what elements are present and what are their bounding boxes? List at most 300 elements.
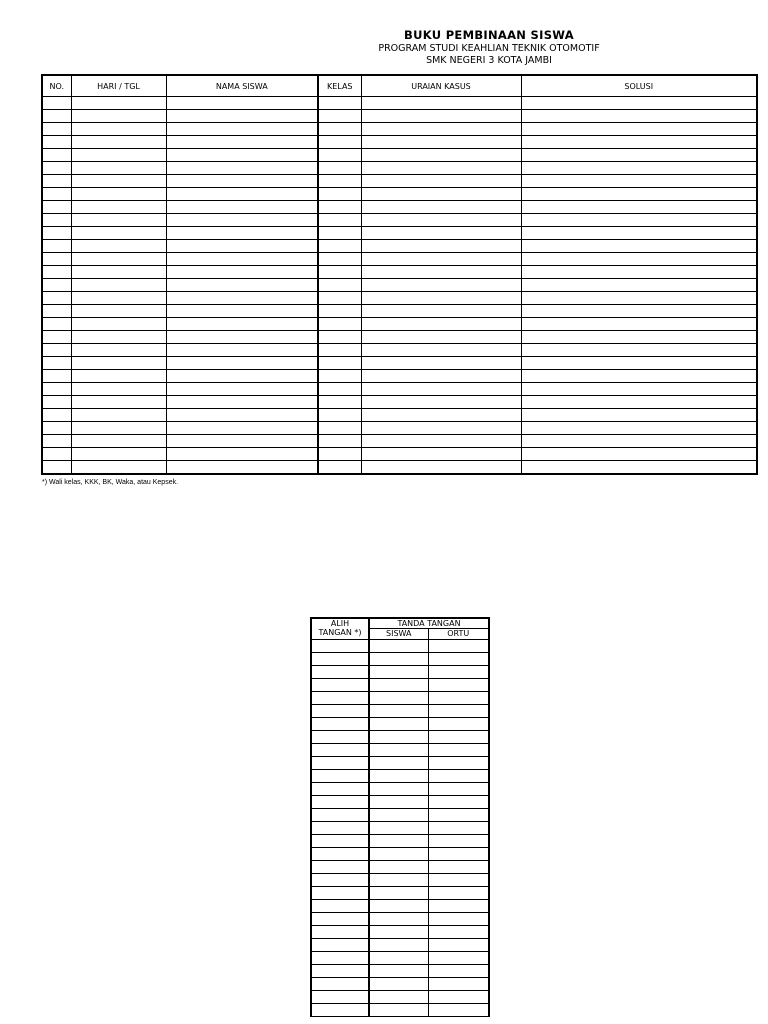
table-cell (311, 731, 369, 744)
table-cell (311, 692, 369, 705)
table-cell (521, 383, 757, 396)
table-cell (361, 305, 521, 318)
table-cell (521, 227, 757, 240)
table-cell (318, 279, 361, 292)
table-cell (521, 422, 757, 435)
table-cell (42, 136, 71, 149)
table-row (311, 783, 489, 796)
table-cell (428, 926, 489, 939)
table-cell (71, 383, 166, 396)
table-cell (361, 214, 521, 227)
table-cell (369, 770, 428, 783)
table-cell (361, 266, 521, 279)
table-row (311, 965, 489, 978)
table-cell (428, 653, 489, 666)
table-cell (521, 253, 757, 266)
table-row (42, 227, 757, 240)
table-row (311, 705, 489, 718)
table-cell (369, 939, 428, 952)
table-row (311, 991, 489, 1004)
table-row (42, 344, 757, 357)
signature-header-row-1 (311, 618, 489, 629)
table-cell (166, 123, 318, 136)
table-row (311, 900, 489, 913)
table-cell (361, 357, 521, 370)
table-cell (428, 718, 489, 731)
table-row (42, 214, 757, 227)
table-row (311, 1004, 489, 1017)
header-alih-tangan (311, 618, 369, 640)
table-cell (521, 370, 757, 383)
table-cell (521, 97, 757, 110)
table-cell (166, 136, 318, 149)
table-cell (428, 770, 489, 783)
table-cell (71, 188, 166, 201)
table-cell (166, 448, 318, 461)
table-cell (166, 305, 318, 318)
table-row (42, 110, 757, 123)
table-cell (311, 809, 369, 822)
table-cell (71, 318, 166, 331)
table-row (42, 357, 757, 370)
table-cell (428, 952, 489, 965)
table-cell (369, 978, 428, 991)
table-cell (361, 448, 521, 461)
table-cell (42, 370, 71, 383)
table-cell (369, 705, 428, 718)
table-cell (311, 848, 369, 861)
table-row (42, 97, 757, 110)
table-cell (428, 991, 489, 1004)
table-cell (42, 461, 71, 475)
case-log-table (41, 74, 758, 475)
table-cell (42, 279, 71, 292)
table-cell (71, 266, 166, 279)
table-cell (311, 822, 369, 835)
table-cell (318, 97, 361, 110)
table-cell (166, 318, 318, 331)
table-row (311, 809, 489, 822)
table-row (311, 874, 489, 887)
table-cell (311, 705, 369, 718)
table-row (42, 396, 757, 409)
table-row (311, 887, 489, 900)
header-alih-line1: ALIH (330, 619, 350, 628)
table-cell (166, 188, 318, 201)
table-cell (42, 422, 71, 435)
table-cell (166, 292, 318, 305)
table-cell (42, 396, 71, 409)
table-cell (71, 422, 166, 435)
table-row (42, 253, 757, 266)
table-cell (428, 796, 489, 809)
table-cell (428, 874, 489, 887)
table-cell (318, 422, 361, 435)
table-cell (318, 292, 361, 305)
table-cell (361, 227, 521, 240)
table-row (311, 731, 489, 744)
table-cell (369, 835, 428, 848)
table-cell (166, 344, 318, 357)
table-row (42, 123, 757, 136)
table-cell (361, 396, 521, 409)
table-cell (369, 822, 428, 835)
table-cell (318, 396, 361, 409)
table-row (311, 666, 489, 679)
table-cell (369, 640, 428, 653)
table-cell (428, 848, 489, 861)
header-solusi: SOLUSI (521, 75, 757, 97)
table-cell (42, 110, 71, 123)
table-cell (361, 162, 521, 175)
table-row (311, 939, 489, 952)
table-cell (361, 97, 521, 110)
table-cell (71, 409, 166, 422)
table-cell (521, 409, 757, 422)
table-row (42, 240, 757, 253)
table-cell (71, 123, 166, 136)
table-cell (369, 1004, 428, 1017)
table-cell (311, 952, 369, 965)
table-row (311, 822, 489, 835)
table-cell (318, 344, 361, 357)
table-cell (311, 965, 369, 978)
table-row (42, 201, 757, 214)
table-cell (42, 123, 71, 136)
table-cell (369, 926, 428, 939)
table-cell (369, 887, 428, 900)
table-cell (521, 357, 757, 370)
table-cell (311, 770, 369, 783)
table-cell (521, 448, 757, 461)
table-row (42, 331, 757, 344)
table-cell (318, 409, 361, 422)
table-row (311, 653, 489, 666)
table-cell (42, 240, 71, 253)
table-cell (521, 162, 757, 175)
table-cell (369, 666, 428, 679)
table-cell (318, 110, 361, 123)
table-cell (521, 110, 757, 123)
table-cell (369, 874, 428, 887)
table-cell (428, 809, 489, 822)
table-cell (311, 900, 369, 913)
table-cell (318, 461, 361, 475)
table-cell (428, 757, 489, 770)
table-cell (369, 653, 428, 666)
footnote: *) Wali kelas, KKK, BK, Waka, atau Kepsek. (42, 479, 179, 486)
table-cell (42, 331, 71, 344)
header-tanda-tangan: TANDA TANGAN (369, 618, 489, 629)
table-cell (428, 978, 489, 991)
table-cell (166, 461, 318, 475)
header-uraian-kasus: URAIAN KASUS (361, 75, 521, 97)
table-cell (166, 149, 318, 162)
table-row (311, 835, 489, 848)
table-cell (521, 461, 757, 475)
table-cell (311, 991, 369, 1004)
table-cell (166, 435, 318, 448)
table-row (311, 978, 489, 991)
table-cell (311, 861, 369, 874)
table-cell (428, 744, 489, 757)
table-cell (318, 162, 361, 175)
table-cell (42, 409, 71, 422)
table-cell (369, 848, 428, 861)
header-no: NO. (42, 75, 71, 97)
table-cell (311, 653, 369, 666)
table-cell (42, 292, 71, 305)
header-alih-line2: TANGAN *) (318, 628, 362, 637)
table-row (311, 679, 489, 692)
table-row (311, 744, 489, 757)
header-ortu: ORTU (428, 629, 489, 640)
table-cell (318, 188, 361, 201)
table-row (311, 861, 489, 874)
table-cell (521, 175, 757, 188)
table-cell (311, 666, 369, 679)
table-cell (428, 1004, 489, 1017)
table-cell (361, 240, 521, 253)
table-cell (71, 461, 166, 475)
table-cell (369, 796, 428, 809)
table-cell (361, 383, 521, 396)
signature-table-body (311, 640, 489, 1017)
table-cell (361, 149, 521, 162)
table-cell (318, 201, 361, 214)
table-cell (311, 783, 369, 796)
table-cell (42, 318, 71, 331)
table-row (42, 149, 757, 162)
table-row (42, 136, 757, 149)
table-cell (166, 396, 318, 409)
table-cell (71, 214, 166, 227)
table-cell (361, 175, 521, 188)
table-row (311, 757, 489, 770)
table-cell (311, 796, 369, 809)
table-cell (521, 396, 757, 409)
table-cell (318, 123, 361, 136)
signature-table (310, 617, 490, 1017)
table-cell (318, 175, 361, 188)
table-cell (166, 279, 318, 292)
table-cell (42, 344, 71, 357)
table-cell (42, 162, 71, 175)
table-row (42, 188, 757, 201)
table-row (311, 640, 489, 653)
table-cell (361, 201, 521, 214)
table-cell (311, 887, 369, 900)
table-cell (428, 705, 489, 718)
table-cell (521, 214, 757, 227)
table-cell (71, 344, 166, 357)
table-cell (71, 162, 166, 175)
table-row (42, 435, 757, 448)
table-cell (521, 331, 757, 344)
table-row (311, 692, 489, 705)
table-cell (71, 396, 166, 409)
table-cell (42, 435, 71, 448)
table-cell (311, 939, 369, 952)
table-cell (71, 227, 166, 240)
table-cell (369, 913, 428, 926)
table-cell (42, 149, 71, 162)
table-cell (311, 1004, 369, 1017)
table-cell (311, 874, 369, 887)
table-cell (42, 227, 71, 240)
table-cell (311, 835, 369, 848)
table-cell (318, 149, 361, 162)
table-cell (166, 370, 318, 383)
document-subtitle-program: PROGRAM STUDI KEAHLIAN TEKNIK OTOMOTIF (378, 43, 600, 54)
table-header-row (42, 75, 757, 97)
table-cell (71, 136, 166, 149)
table-cell (311, 757, 369, 770)
table-cell (166, 383, 318, 396)
table-row (42, 448, 757, 461)
table-row (42, 409, 757, 422)
table-cell (42, 253, 71, 266)
table-cell (369, 679, 428, 692)
table-cell (361, 461, 521, 475)
table-cell (428, 900, 489, 913)
header-hari-tgl: HARI / TGL (71, 75, 166, 97)
table-cell (166, 409, 318, 422)
table-cell (369, 809, 428, 822)
case-log-table-body (42, 97, 757, 475)
table-cell (318, 266, 361, 279)
table-cell (369, 731, 428, 744)
table-cell (369, 952, 428, 965)
table-cell (166, 201, 318, 214)
table-cell (318, 357, 361, 370)
table-cell (71, 357, 166, 370)
table-cell (318, 448, 361, 461)
table-cell (428, 913, 489, 926)
table-cell (318, 305, 361, 318)
table-cell (521, 240, 757, 253)
table-cell (428, 939, 489, 952)
table-cell (318, 227, 361, 240)
table-cell (42, 201, 71, 214)
table-cell (521, 123, 757, 136)
table-cell (166, 175, 318, 188)
table-row (42, 383, 757, 396)
table-cell (361, 422, 521, 435)
header-siswa: SISWA (369, 629, 428, 640)
table-cell (521, 292, 757, 305)
table-cell (428, 965, 489, 978)
table-cell (369, 783, 428, 796)
table-cell (361, 370, 521, 383)
table-cell (71, 292, 166, 305)
table-cell (521, 279, 757, 292)
table-cell (369, 718, 428, 731)
table-cell (166, 253, 318, 266)
table-cell (428, 666, 489, 679)
table-cell (311, 640, 369, 653)
table-row (311, 770, 489, 783)
table-cell (166, 227, 318, 240)
table-cell (521, 305, 757, 318)
table-cell (318, 383, 361, 396)
table-cell (428, 861, 489, 874)
table-cell (521, 266, 757, 279)
table-cell (71, 175, 166, 188)
table-cell (318, 435, 361, 448)
document-subtitle-school: SMK NEGERI 3 KOTA JAMBI (426, 55, 552, 66)
table-cell (428, 783, 489, 796)
table-cell (369, 861, 428, 874)
table-row (311, 848, 489, 861)
table-cell (166, 266, 318, 279)
table-cell (71, 279, 166, 292)
table-row (42, 175, 757, 188)
table-cell (166, 357, 318, 370)
table-cell (361, 318, 521, 331)
table-cell (42, 448, 71, 461)
table-cell (71, 97, 166, 110)
table-cell (428, 822, 489, 835)
table-cell (361, 253, 521, 266)
table-cell (428, 692, 489, 705)
table-row (311, 913, 489, 926)
table-cell (521, 318, 757, 331)
table-cell (361, 123, 521, 136)
table-cell (369, 744, 428, 757)
table-cell (318, 214, 361, 227)
table-cell (71, 331, 166, 344)
table-row (311, 796, 489, 809)
table-cell (428, 731, 489, 744)
document-title: BUKU PEMBINAAN SISWA (404, 28, 574, 42)
table-cell (361, 435, 521, 448)
table-cell (42, 383, 71, 396)
table-cell (361, 344, 521, 357)
table-cell (71, 435, 166, 448)
table-cell (521, 435, 757, 448)
table-cell (311, 679, 369, 692)
table-cell (166, 110, 318, 123)
table-cell (166, 97, 318, 110)
table-cell (361, 292, 521, 305)
table-cell (521, 136, 757, 149)
table-cell (521, 201, 757, 214)
table-cell (71, 110, 166, 123)
table-cell (361, 409, 521, 422)
table-cell (369, 692, 428, 705)
table-cell (428, 640, 489, 653)
table-cell (318, 136, 361, 149)
table-cell (369, 965, 428, 978)
table-cell (318, 370, 361, 383)
table-cell (71, 305, 166, 318)
table-cell (311, 926, 369, 939)
table-row (42, 318, 757, 331)
table-cell (361, 188, 521, 201)
table-cell (71, 240, 166, 253)
table-cell (521, 344, 757, 357)
table-cell (311, 718, 369, 731)
table-cell (71, 149, 166, 162)
table-cell (318, 318, 361, 331)
table-cell (428, 679, 489, 692)
table-cell (42, 305, 71, 318)
table-cell (369, 991, 428, 1004)
table-cell (361, 110, 521, 123)
table-cell (42, 214, 71, 227)
table-row (42, 422, 757, 435)
